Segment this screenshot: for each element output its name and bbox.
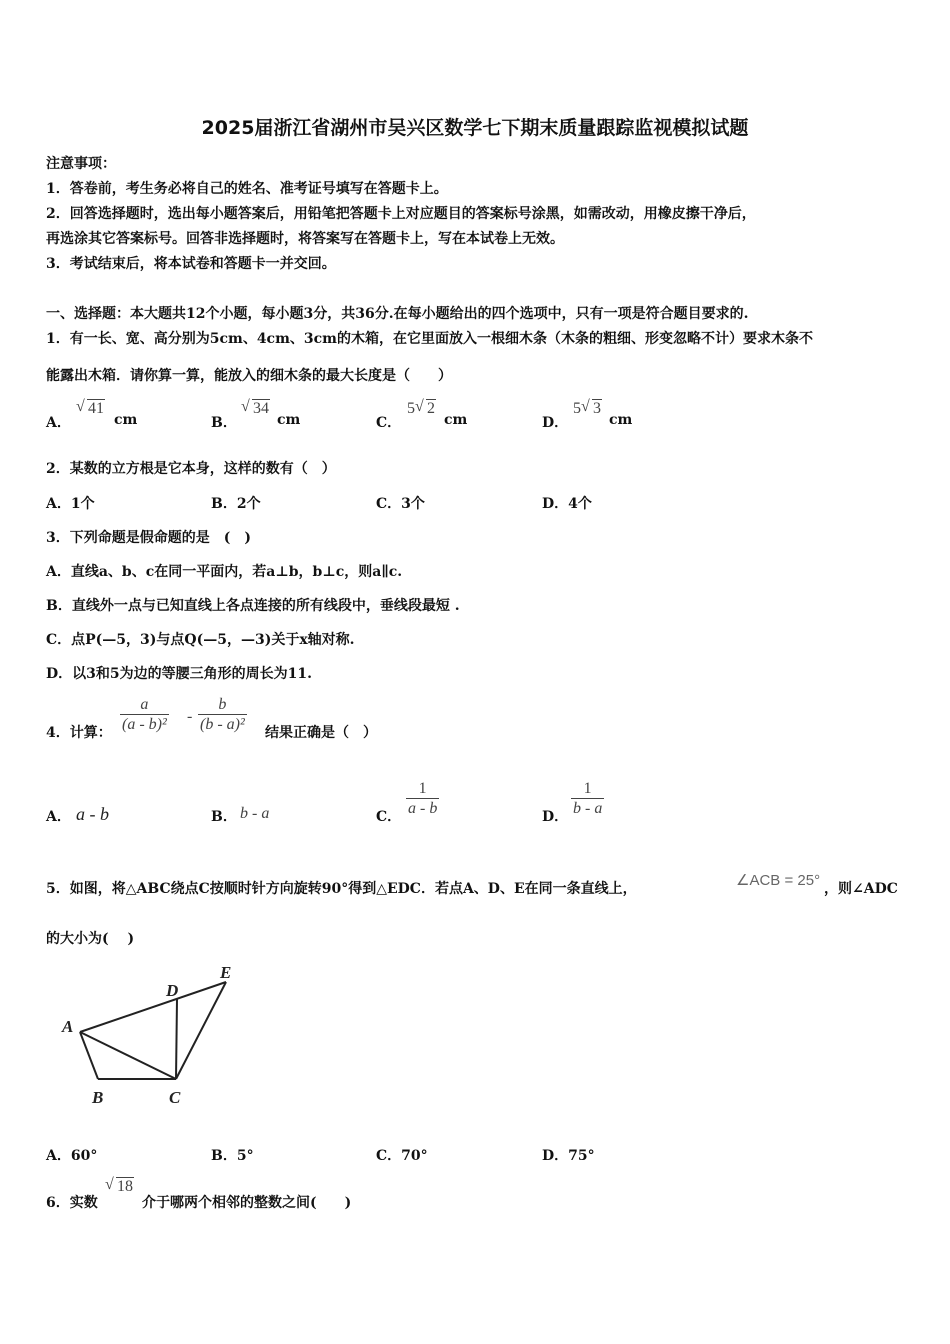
q5-option-a: A．60° <box>46 1148 98 1164</box>
q1-d-sqrt: √ 3 <box>581 398 601 417</box>
q1-c-unit: cm <box>444 412 468 428</box>
q1-c-math <box>407 400 436 418</box>
q3-option-a: A．直线a、b、c在同一平面内，若a⊥b，b⊥c，则a∥c. <box>46 564 403 580</box>
q1-d-coef: 5 <box>573 400 581 417</box>
q5-option-c: C．70° <box>376 1148 428 1164</box>
q2-option-d: D．4个 <box>542 496 592 512</box>
page-title: 2025届浙江省湖州市吴兴区数学七下期末质量跟踪监视模拟试题 <box>201 117 749 139</box>
q4-d-numerator: 1 <box>583 780 592 797</box>
q1-d-unit: cm <box>609 412 633 428</box>
q4-f1-numerator: a <box>140 696 149 713</box>
q1-c-sqrt: √ 2 <box>415 398 435 417</box>
q1-c-radicand: 2 <box>427 400 435 417</box>
q1-d-label: D． <box>542 415 569 431</box>
q3-option-b: B．直线外一点与已知直线上各点连接的所有线段中，垂线段最短 . <box>46 598 460 614</box>
q5-text-a: 5．如图，将△ABC绕点C按顺时针方向旋转90°得到△EDC．若点A、D、E在同一条直线上， <box>46 881 637 897</box>
q1-a-radicand: 41 <box>88 400 104 417</box>
q4-c-denominator: a - b <box>408 800 438 817</box>
q5-figure-lines <box>80 982 226 1079</box>
q4-d-label: D． <box>542 809 569 825</box>
q1-b-radicand: 34 <box>253 400 269 417</box>
q5-text-a2: ，则∠ADC <box>824 881 898 897</box>
q3-option-d: D．以3和5为边的等腰三角形的周长为11. <box>46 666 312 682</box>
q6-suffix: 介于哪两个相邻的整数之间( ) <box>142 1195 352 1211</box>
q4-minus: - <box>187 708 193 725</box>
q1-d-radicand: 3 <box>593 400 601 417</box>
q1-c-coef: 5 <box>407 400 415 417</box>
q4-option-b: b - a <box>240 805 270 822</box>
q1-a-unit: cm <box>114 412 138 428</box>
q4-b-label: B． <box>211 809 237 825</box>
q5-option-d: D．75° <box>542 1148 595 1164</box>
q2-option-c: C．3个 <box>376 496 425 512</box>
notice-item-2b: 再选涂其它答案标号。回答非选择题时，将答案写在答题卡上，写在本试卷上无效。 <box>46 231 564 247</box>
notice-item-3: 3．考试结束后，将本试卷和答题卡一并交回。 <box>46 256 336 272</box>
q4-c-label: C． <box>376 809 402 825</box>
q4-option-a: a - b <box>76 804 109 824</box>
q1-b-unit: cm <box>277 412 301 428</box>
notice-heading: 注意事项： <box>46 156 116 172</box>
q5-triangle-figure <box>56 958 256 1110</box>
q4-d-denominator: b - a <box>573 800 603 817</box>
q1-a-sqrt: √ 41 <box>76 398 104 417</box>
q5-angle-given: ∠ACB = 25° <box>736 872 821 889</box>
q5-label-d: D <box>166 981 179 1000</box>
q1-text-a: 1．有一长、宽、高分别为5cm、4cm、3cm的木箱，在它里面放入一根细木条（木条的粗细、形变忽略不计）要求木条不 <box>46 331 813 347</box>
section-heading: 一、选择题：本大题共12个小题，每小题3分，共36分.在每小题给出的四个选项中，只有一项是符合题目要求的. <box>46 306 749 322</box>
q4-c-numerator: 1 <box>418 780 427 797</box>
q5-label-a: A <box>62 1017 74 1036</box>
q1-c-label: C． <box>376 415 402 431</box>
q4-option-c <box>406 780 439 818</box>
q6-prefix: 6．实数 <box>46 1195 98 1211</box>
q1-d-math <box>573 400 602 418</box>
q4-option-d <box>571 780 604 818</box>
q4-fraction-2 <box>198 696 247 734</box>
q1-b-math <box>241 400 270 418</box>
q5-option-b: B．5° <box>211 1148 254 1164</box>
q5-label-b: B <box>92 1088 104 1107</box>
q2-text: 2．某数的立方根是它本身，这样的数有（ ） <box>46 461 336 477</box>
q3-option-c: C．点P(—5，3)与点Q(—5，—3)关于x轴对称. <box>46 632 355 648</box>
q6-math <box>105 1178 134 1196</box>
q1-b-sqrt: √ 34 <box>241 398 269 417</box>
q5-label-c: C <box>169 1088 181 1107</box>
q3-text: 3．下列命题是假命题的是 ( ) <box>46 530 251 546</box>
q1-b-label: B． <box>211 415 237 431</box>
q1-a-math <box>76 400 105 418</box>
q4-f1-denominator: (a - b)² <box>122 716 167 733</box>
q4-prefix: 4．计算： <box>46 725 112 741</box>
q4-fraction-1 <box>120 696 169 734</box>
q4-suffix: 结果正确是（ ） <box>265 725 377 741</box>
notice-item-2a: 2．回答选择题时，选出每小题答案后，用铅笔把答题卡上对应题目的答案标号涂黑，如需改动，用橡皮擦干净后， <box>46 206 756 222</box>
q4-f2-denominator: (b - a)² <box>200 716 245 733</box>
q6-sqrt: √ 18 <box>105 1176 133 1195</box>
q2-option-b: B．2个 <box>211 496 261 512</box>
q4-a-label: A． <box>46 809 71 825</box>
q6-radicand: 18 <box>117 1178 133 1195</box>
q4-f2-numerator: b <box>218 696 227 713</box>
q1-text-b: 能露出木箱．请你算一算，能放入的细木条的最大长度是（ ） <box>46 368 452 384</box>
q1-option-a <box>46 412 71 432</box>
notice-item-1: 1．答卷前，考生务必将自己的姓名、准考证号填写在答题卡上。 <box>46 181 448 197</box>
q5-label-e: E <box>220 963 232 982</box>
q2-option-a: A．1个 <box>46 496 95 512</box>
q1-a-label: A． <box>46 415 71 431</box>
q5-text-b: 的大小为( ) <box>46 931 135 947</box>
q5-segment-dc <box>176 999 177 1079</box>
